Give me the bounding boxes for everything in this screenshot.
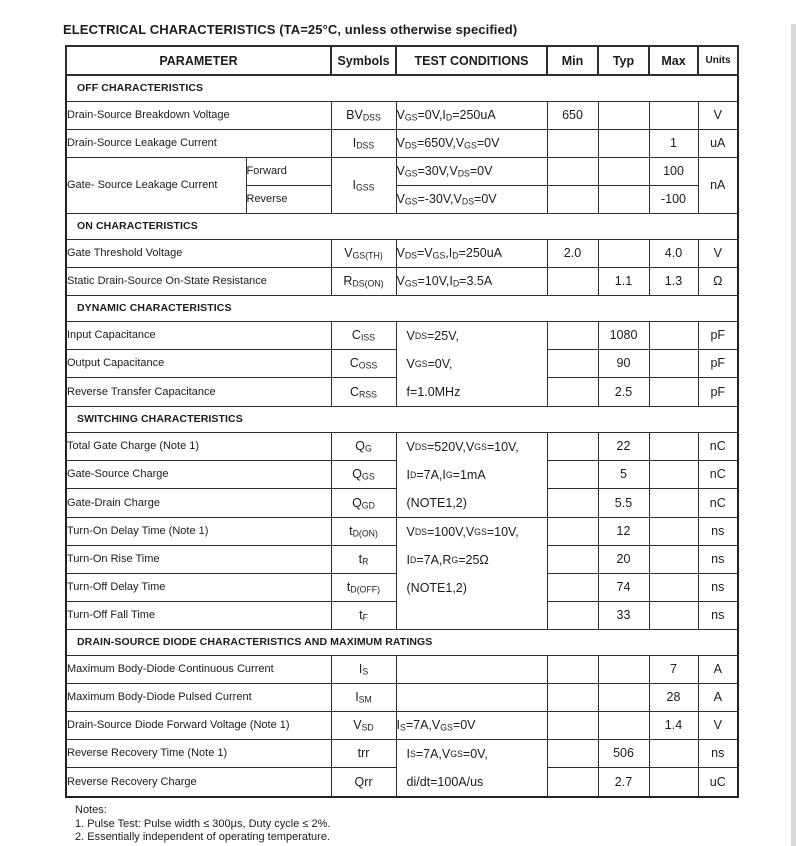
unit-cell: pF	[698, 349, 738, 377]
unit-cell: ns	[698, 601, 738, 629]
unit-cell: V	[698, 711, 738, 739]
electrical-characteristics-table	[65, 45, 739, 798]
column-header-typ: Typ	[598, 46, 649, 75]
param-cell: Output Capacitance	[66, 349, 331, 377]
cond-cell	[396, 655, 547, 683]
table-row	[66, 739, 738, 768]
unit-cell: nC	[698, 460, 738, 488]
max-cell	[649, 739, 698, 768]
section-header-row	[66, 75, 738, 101]
cond-cell: $V_{GS}=-30V,V_{DS}=0V$	[396, 185, 547, 213]
typ-cell: 2.7	[598, 768, 649, 797]
cond-line: (NOTE1,2)	[406, 580, 467, 595]
section-header-row	[66, 213, 738, 239]
column-header-test-conditions: TEST CONDITIONS	[396, 46, 547, 75]
typ-cell: 506	[598, 739, 649, 768]
table-row	[66, 321, 738, 349]
param-cell: Reverse Transfer Capacitance	[66, 378, 331, 406]
table-row	[66, 101, 738, 129]
cond-line: V DS =100V,V GS =10V,	[406, 524, 519, 539]
section-title-dynamic-characteristics: DYNAMIC CHARACTERISTICS	[66, 295, 738, 321]
typ-cell: 74	[598, 573, 649, 601]
param-cell: Maximum Body-Diode Pulsed Current	[66, 683, 331, 711]
column-header-parameter: PARAMETER	[66, 46, 331, 75]
param-cell: Gate- Source Leakage Current	[66, 157, 246, 213]
max-cell: -100	[649, 185, 698, 213]
column-header-min: Min	[547, 46, 598, 75]
electrical-characteristics-table-wrap	[65, 45, 739, 798]
param-cell: Reverse Recovery Time (Note 1)	[66, 739, 331, 768]
param-cell: Turn-Off Delay Time	[66, 573, 331, 601]
max-cell	[649, 517, 698, 545]
param-cell: Drain-Source Breakdown Voltage	[66, 101, 331, 129]
typ-cell	[598, 655, 649, 683]
cond-line: I D =7A,I G =1mA	[406, 467, 486, 482]
param-cell: Gate Threshold Voltage	[66, 239, 331, 267]
max-cell	[649, 349, 698, 377]
table-header-row	[66, 46, 738, 75]
cond-cell: $V_{GS}=10V,I_D=3.5A$	[396, 267, 547, 295]
unit-cell: A	[698, 655, 738, 683]
param-cell: Static Drain-Source On-State Resistance	[66, 267, 331, 295]
min-cell	[547, 655, 598, 683]
param-cell: Turn-Off Fall Time	[66, 601, 331, 629]
symbol-cell: trr	[331, 739, 396, 768]
cond-line: di/dt=100A/us	[406, 774, 484, 789]
cond-cell: $I_S=7A,V_{GS}=0V$	[396, 711, 547, 739]
cond-cell: $V_{DS}=650V,V_{GS}=0V$	[396, 129, 547, 157]
cond-cell-merged	[396, 321, 547, 406]
typ-cell	[598, 711, 649, 739]
typ-cell: 90	[598, 349, 649, 377]
unit-cell: A	[698, 683, 738, 711]
unit-cell: nC	[698, 432, 738, 460]
typ-cell: 1080	[598, 321, 649, 349]
min-cell: 2.0	[547, 239, 598, 267]
symbol-cell: Qrr	[331, 768, 396, 797]
param-cell: Gate-Source Charge	[66, 460, 331, 488]
cond-cell-merged	[396, 739, 547, 797]
max-cell	[649, 489, 698, 517]
symbol-cell: $BV_{DSS}$	[331, 101, 396, 129]
notes-block	[75, 804, 330, 845]
note-item: 2. Essentially independent of operating temperature.	[75, 831, 330, 843]
max-cell	[649, 768, 698, 797]
table-row	[66, 655, 738, 683]
min-cell: 650	[547, 101, 598, 129]
page-edge-strip	[791, 24, 796, 846]
cond-line: I D =7A,R G =25Ω	[406, 552, 489, 567]
param-cell: Total Gate Charge (Note 1)	[66, 432, 331, 460]
param-cell: Turn-On Delay Time (Note 1)	[66, 517, 331, 545]
unit-cell: nA	[698, 157, 738, 213]
table-row	[66, 683, 738, 711]
cond-cell-merged	[396, 517, 547, 629]
typ-cell: 20	[598, 545, 649, 573]
section-title-switching-characteristics: SWITCHING CHARACTERISTICS	[66, 406, 738, 432]
max-cell	[649, 460, 698, 488]
symbol-cell: $I_{SM}$	[331, 683, 396, 711]
typ-cell	[598, 101, 649, 129]
max-cell	[649, 545, 698, 573]
param-cell: Drain-Source Diode Forward Voltage (Note 1)	[66, 711, 331, 739]
note-item: 1. Pulse Test: Pulse width ≤ 300μs, Duty cycle ≤ 2%.	[75, 817, 331, 830]
unit-cell: ns	[698, 545, 738, 573]
section-header-row	[66, 295, 738, 321]
max-cell	[649, 321, 698, 349]
symbol-cell: $t_{D(OFF)}$	[331, 573, 396, 601]
symbol-cell: $t_R$	[331, 545, 396, 573]
unit-cell: pF	[698, 378, 738, 406]
table-row	[66, 129, 738, 157]
param-cell: Gate-Drain Charge	[66, 489, 331, 517]
unit-cell: ns	[698, 739, 738, 768]
section-header-row	[66, 629, 738, 655]
subparam-cell-reverse: Reverse	[246, 185, 331, 213]
max-cell: 1	[649, 129, 698, 157]
max-cell: 28	[649, 683, 698, 711]
unit-cell: nC	[698, 489, 738, 517]
section-header-row	[66, 406, 738, 432]
subparam-cell-forward: Forward	[246, 157, 331, 185]
section-title-drain-source-diode: DRAIN-SOURCE DIODE CHARACTERISTICS AND MAXIMUM RATINGS	[66, 629, 738, 655]
param-cell: Turn-On Rise Time	[66, 545, 331, 573]
cond-cell: $V_{DS}=V_{GS},I_D=250uA$	[396, 239, 547, 267]
min-cell	[547, 711, 598, 739]
table-row	[66, 711, 738, 739]
unit-cell: Ω	[698, 267, 738, 295]
unit-cell: V	[698, 101, 738, 129]
symbol-cell: $Q_{GD}$	[331, 489, 396, 517]
min-cell	[547, 185, 598, 213]
typ-cell: 5	[598, 460, 649, 488]
cond-cell: $V_{GS}=30V,V_{DS}=0V$	[396, 157, 547, 185]
column-header-units: Units	[698, 46, 738, 75]
min-cell	[547, 267, 598, 295]
table-row	[66, 517, 738, 545]
max-cell: 4.0	[649, 239, 698, 267]
min-cell	[547, 460, 598, 488]
symbol-cell: $C_{RSS}$	[331, 378, 396, 406]
cond-line: V DS =25V,	[406, 328, 459, 343]
typ-cell: 1.1	[598, 267, 649, 295]
cond-line: V GS =0V,	[406, 356, 453, 371]
typ-cell	[598, 129, 649, 157]
min-cell	[547, 157, 598, 185]
min-cell	[547, 129, 598, 157]
typ-cell: 22	[598, 432, 649, 460]
symbol-cell: $Q_G$	[331, 432, 396, 460]
symbol-cell: $V_{SD}$	[331, 711, 396, 739]
unit-cell: ns	[698, 573, 738, 601]
symbol-cell: $I_{DSS}$	[331, 129, 396, 157]
max-cell: 7	[649, 655, 698, 683]
symbol-cell: $C_{OSS}$	[331, 349, 396, 377]
cond-cell	[396, 683, 547, 711]
symbol-cell: $V_{GS(TH)}$	[331, 239, 396, 267]
typ-cell: 5.5	[598, 489, 649, 517]
min-cell	[547, 349, 598, 377]
typ-cell	[598, 157, 649, 185]
typ-cell: 33	[598, 601, 649, 629]
unit-cell: uC	[698, 768, 738, 797]
table-row	[66, 267, 738, 295]
param-cell: Reverse Recovery Charge	[66, 768, 331, 797]
min-cell	[547, 768, 598, 797]
min-cell	[547, 601, 598, 629]
symbol-cell: $C_{ISS}$	[331, 321, 396, 349]
param-cell: Input Capacitance	[66, 321, 331, 349]
param-cell: Maximum Body-Diode Continuous Current	[66, 655, 331, 683]
table-row	[66, 239, 738, 267]
max-cell	[649, 432, 698, 460]
max-cell: 1.3	[649, 267, 698, 295]
symbol-cell: $I_S$	[331, 655, 396, 683]
symbol-cell: $Q_{GS}$	[331, 460, 396, 488]
cond-line: I S =7A,V GS =0V,	[406, 746, 488, 761]
unit-cell: V	[698, 239, 738, 267]
unit-cell: ns	[698, 517, 738, 545]
max-cell: 1.4	[649, 711, 698, 739]
unit-cell: uA	[698, 129, 738, 157]
column-header-max: Max	[649, 46, 698, 75]
min-cell	[547, 489, 598, 517]
max-cell	[649, 573, 698, 601]
min-cell	[547, 683, 598, 711]
typ-cell	[598, 185, 649, 213]
symbol-cell: $t_{D(ON)}$	[331, 517, 396, 545]
symbol-cell: $t_F$	[331, 601, 396, 629]
symbol-cell: $R_{DS(ON)}$	[331, 267, 396, 295]
cond-line: f=1.0MHz	[406, 384, 461, 399]
table-row	[66, 157, 738, 185]
typ-cell	[598, 683, 649, 711]
cond-line: V DS =520V,V GS =10V,	[406, 439, 519, 454]
typ-cell	[598, 239, 649, 267]
section-title-on-characteristics: ON CHARACTERISTICS	[66, 213, 738, 239]
table-row	[66, 432, 738, 460]
max-cell	[649, 601, 698, 629]
column-header-symbols: Symbols	[331, 46, 396, 75]
max-cell	[649, 378, 698, 406]
min-cell	[547, 378, 598, 406]
min-cell	[547, 739, 598, 768]
min-cell	[547, 573, 598, 601]
param-cell: Drain-Source Leakage Current	[66, 129, 331, 157]
min-cell	[547, 432, 598, 460]
typ-cell: 2.5	[598, 378, 649, 406]
max-cell	[649, 101, 698, 129]
min-cell	[547, 545, 598, 573]
cond-cell-merged	[396, 432, 547, 517]
max-cell: 100	[649, 157, 698, 185]
unit-cell: pF	[698, 321, 738, 349]
cond-line: (NOTE1,2)	[406, 495, 467, 510]
min-cell	[547, 517, 598, 545]
notes-heading: Notes:	[75, 804, 107, 816]
typ-cell: 12	[598, 517, 649, 545]
section-title-off-characteristics: OFF CHARACTERISTICS	[66, 75, 738, 101]
min-cell	[547, 321, 598, 349]
symbol-cell: $I_{GSS}$	[331, 157, 396, 213]
page-title: ELECTRICAL CHARACTERISTICS (TA=25°C, unless otherwise specified)	[63, 22, 518, 37]
cond-cell: $V_{GS}=0V,I_D=250uA$	[396, 101, 547, 129]
